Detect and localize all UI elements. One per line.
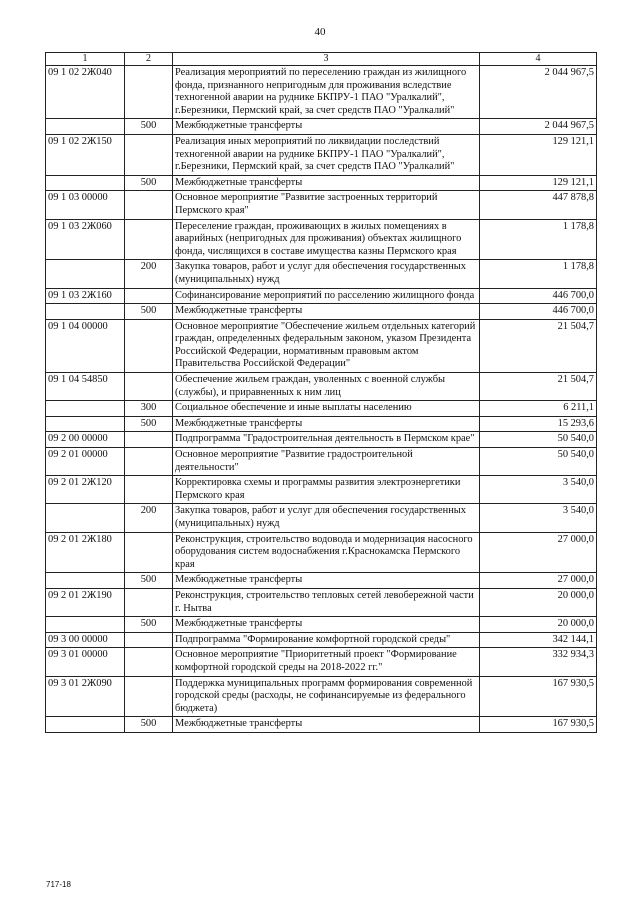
row-name-cell: Межбюджетные трансферты xyxy=(173,175,480,191)
row-name-cell: Реконструкция, строительство водовода и модернизация насосного оборудования систем водоснабжения г.Краснокамска Пермского края xyxy=(173,532,480,573)
budget-table xyxy=(45,52,597,733)
row-expense-type-cell: 500 xyxy=(125,119,173,135)
row-amount-cell: 6 211,1 xyxy=(480,401,597,417)
row-amount-cell: 342 144,1 xyxy=(480,632,597,648)
row-expense-type-cell xyxy=(125,648,173,676)
row-name-cell: Обеспечение жильем граждан, уволенных с военной службы (службы), и приравненных к ним лиц xyxy=(173,373,480,401)
table-row xyxy=(46,304,597,320)
row-amount-cell: 15 293,6 xyxy=(480,416,597,432)
row-code-cell: 09 1 02 2Ж040 xyxy=(46,66,125,119)
budget-table-body xyxy=(46,66,597,733)
row-expense-type-cell xyxy=(125,319,173,372)
row-code-cell xyxy=(46,304,125,320)
row-expense-type-cell: 300 xyxy=(125,401,173,417)
row-expense-type-cell: 500 xyxy=(125,304,173,320)
row-name-cell: Межбюджетные трансферты xyxy=(173,717,480,733)
row-expense-type-cell xyxy=(125,191,173,219)
table-row xyxy=(46,476,597,504)
row-name-cell: Закупка товаров, работ и услуг для обеспечения государственных (муниципальных) нужд xyxy=(173,504,480,532)
row-amount-cell: 21 504,7 xyxy=(480,373,597,401)
row-amount-cell: 3 540,0 xyxy=(480,504,597,532)
table-row xyxy=(46,119,597,135)
row-code-cell: 09 2 01 2Ж120 xyxy=(46,476,125,504)
row-expense-type-cell: 500 xyxy=(125,416,173,432)
row-expense-type-cell: 500 xyxy=(125,175,173,191)
row-amount-cell: 167 930,5 xyxy=(480,676,597,717)
row-name-cell: Основное мероприятие "Приоритетный проект "Формирование комфортной городской среды на 2018-2022 гг." xyxy=(173,648,480,676)
table-row xyxy=(46,448,597,476)
row-name-cell: Подпрограмма "Градостроительная деятельность в Пермском крае" xyxy=(173,432,480,448)
row-code-cell xyxy=(46,416,125,432)
footer-code: 717-18 xyxy=(46,880,71,889)
row-expense-type-cell: 500 xyxy=(125,617,173,633)
row-name-cell: Основное мероприятие "Развитие застроенных территорий Пермского края" xyxy=(173,191,480,219)
row-name-cell: Основное мероприятие "Развитие градостроительной деятельности" xyxy=(173,448,480,476)
table-row xyxy=(46,260,597,288)
table-row xyxy=(46,134,597,175)
row-expense-type-cell xyxy=(125,66,173,119)
row-name-cell: Межбюджетные трансферты xyxy=(173,304,480,320)
row-name-cell: Межбюджетные трансферты xyxy=(173,416,480,432)
row-expense-type-cell xyxy=(125,676,173,717)
row-amount-cell: 167 930,5 xyxy=(480,717,597,733)
row-amount-cell: 27 000,0 xyxy=(480,573,597,589)
row-expense-type-cell xyxy=(125,432,173,448)
column-header-name: 3 xyxy=(173,53,480,66)
table-row xyxy=(46,648,597,676)
table-row xyxy=(46,416,597,432)
table-row xyxy=(46,191,597,219)
table-row xyxy=(46,588,597,616)
row-name-cell: Реализация мероприятий по переселению граждан из жилищного фонда, признанного непригодным для проживания вследствие техногенной аварии на руднике БКПРУ-1 ПАО "Уралкалий", г.Березники, Пермский край, за счет средств ПАО "Уралкалий" xyxy=(173,66,480,119)
row-name-cell: Подпрограмма "Формирование комфортной городской среды" xyxy=(173,632,480,648)
row-name-cell: Софинансирование мероприятий по расселению жилищного фонда xyxy=(173,288,480,304)
table-row xyxy=(46,288,597,304)
row-code-cell xyxy=(46,175,125,191)
table-row xyxy=(46,676,597,717)
row-expense-type-cell xyxy=(125,632,173,648)
row-code-cell xyxy=(46,617,125,633)
row-expense-type-cell xyxy=(125,588,173,616)
row-name-cell: Реконструкция, строительство тепловых сетей левобережной части г. Нытва xyxy=(173,588,480,616)
column-header-amount: 4 xyxy=(480,53,597,66)
row-code-cell: 09 3 01 00000 xyxy=(46,648,125,676)
column-header-type: 2 xyxy=(125,53,173,66)
row-amount-cell: 1 178,8 xyxy=(480,219,597,260)
row-name-cell: Переселение граждан, проживающих в жилых помещениях в аварийных (непригодных для проживания) объектах жилищного фонда, числящихся в составе имущества казны Пермского края xyxy=(173,219,480,260)
row-code-cell: 09 3 01 2Ж090 xyxy=(46,676,125,717)
row-expense-type-cell xyxy=(125,476,173,504)
table-row xyxy=(46,717,597,733)
row-code-cell xyxy=(46,401,125,417)
row-amount-cell: 27 000,0 xyxy=(480,532,597,573)
row-code-cell: 09 1 04 54850 xyxy=(46,373,125,401)
row-code-cell xyxy=(46,717,125,733)
row-expense-type-cell xyxy=(125,373,173,401)
page-number: 40 xyxy=(314,26,326,38)
row-amount-cell: 50 540,0 xyxy=(480,448,597,476)
column-header-code: 1 xyxy=(46,53,125,66)
row-amount-cell: 3 540,0 xyxy=(480,476,597,504)
row-expense-type-cell xyxy=(125,219,173,260)
row-amount-cell: 20 000,0 xyxy=(480,588,597,616)
row-amount-cell: 446 700,0 xyxy=(480,288,597,304)
row-name-cell: Поддержка муниципальных программ формирования современной городской среды (расходы, не софинансируемые из федерального бюджета) xyxy=(173,676,480,717)
table-row xyxy=(46,66,597,119)
row-name-cell: Закупка товаров, работ и услуг для обеспечения государственных (муниципальных) нужд xyxy=(173,260,480,288)
table-row xyxy=(46,432,597,448)
row-code-cell xyxy=(46,119,125,135)
row-name-cell: Реализация иных мероприятий по ликвидации последствий техногенной аварии на руднике БКПРУ-1 ПАО "Уралкалий", г.Березники, Пермский край, за счет средств ПАО "Уралкалий" xyxy=(173,134,480,175)
row-code-cell: 09 1 03 00000 xyxy=(46,191,125,219)
table-row xyxy=(46,617,597,633)
table-row xyxy=(46,319,597,372)
row-code-cell: 09 2 01 2Ж180 xyxy=(46,532,125,573)
row-expense-type-cell: 500 xyxy=(125,573,173,589)
row-code-cell xyxy=(46,260,125,288)
row-amount-cell: 1 178,8 xyxy=(480,260,597,288)
row-expense-type-cell: 500 xyxy=(125,717,173,733)
row-amount-cell: 332 934,3 xyxy=(480,648,597,676)
row-name-cell: Основное мероприятие "Обеспечение жильем отдельных категорий граждан, определенных федеральным законом, указом Президента Российской Федерации, нормативным правовым актом Правительства Российской Федерации" xyxy=(173,319,480,372)
row-amount-cell: 2 044 967,5 xyxy=(480,66,597,119)
row-expense-type-cell xyxy=(125,532,173,573)
row-amount-cell: 129 121,1 xyxy=(480,175,597,191)
row-expense-type-cell: 200 xyxy=(125,260,173,288)
table-row xyxy=(46,504,597,532)
row-code-cell: 09 2 01 00000 xyxy=(46,448,125,476)
row-code-cell xyxy=(46,504,125,532)
row-code-cell: 09 2 00 00000 xyxy=(46,432,125,448)
row-name-cell: Межбюджетные трансферты xyxy=(173,617,480,633)
row-code-cell: 09 3 00 00000 xyxy=(46,632,125,648)
row-amount-cell: 447 878,8 xyxy=(480,191,597,219)
row-amount-cell: 446 700,0 xyxy=(480,304,597,320)
row-amount-cell: 20 000,0 xyxy=(480,617,597,633)
row-code-cell: 09 1 03 2Ж060 xyxy=(46,219,125,260)
row-amount-cell: 50 540,0 xyxy=(480,432,597,448)
row-name-cell: Межбюджетные трансферты xyxy=(173,573,480,589)
row-name-cell: Социальное обеспечение и иные выплаты населению xyxy=(173,401,480,417)
table-row xyxy=(46,373,597,401)
row-expense-type-cell xyxy=(125,288,173,304)
table-header-row xyxy=(46,53,597,66)
row-code-cell: 09 1 04 00000 xyxy=(46,319,125,372)
row-code-cell: 09 1 03 2Ж160 xyxy=(46,288,125,304)
row-amount-cell: 21 504,7 xyxy=(480,319,597,372)
row-name-cell: Корректировка схемы и программы развития электроэнергетики Пермского края xyxy=(173,476,480,504)
table-row xyxy=(46,573,597,589)
table-row xyxy=(46,632,597,648)
row-expense-type-cell xyxy=(125,134,173,175)
row-amount-cell: 2 044 967,5 xyxy=(480,119,597,135)
row-expense-type-cell: 200 xyxy=(125,504,173,532)
table-row xyxy=(46,532,597,573)
row-code-cell: 09 1 02 2Ж150 xyxy=(46,134,125,175)
row-code-cell xyxy=(46,573,125,589)
row-amount-cell: 129 121,1 xyxy=(480,134,597,175)
table-row xyxy=(46,401,597,417)
row-expense-type-cell xyxy=(125,448,173,476)
table-row xyxy=(46,219,597,260)
row-name-cell: Межбюджетные трансферты xyxy=(173,119,480,135)
table-row xyxy=(46,175,597,191)
row-code-cell: 09 2 01 2Ж190 xyxy=(46,588,125,616)
